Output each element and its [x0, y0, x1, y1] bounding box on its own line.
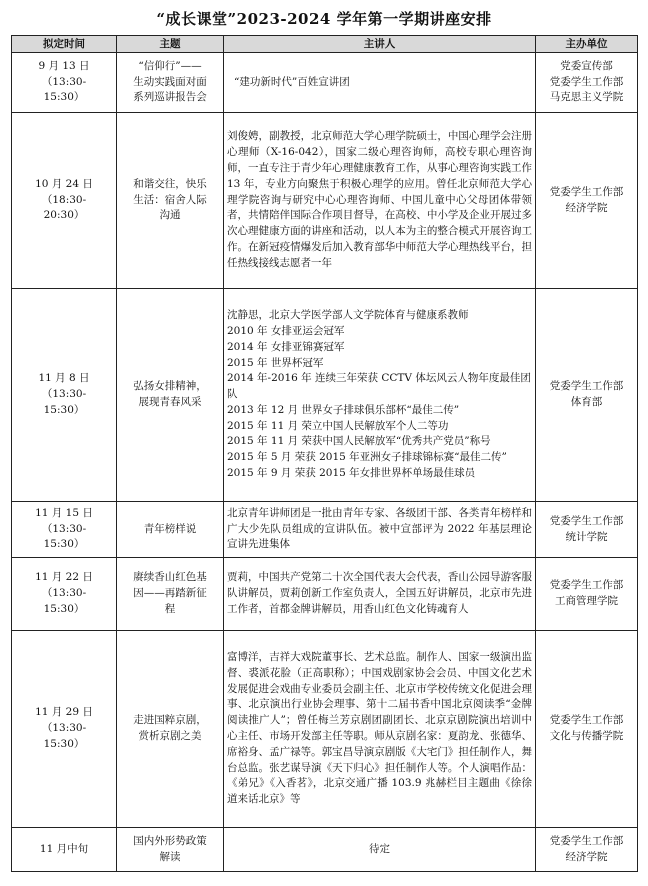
date-line: 11 月 29 日 — [35, 706, 93, 719]
page-title: “成长课堂”2023-2024 学年第一学期讲座安排 — [156, 10, 492, 28]
speaker-line: 2015 年 世界杯冠军 — [227, 356, 324, 369]
date-line: 11 月中旬 — [39, 842, 89, 855]
date-line: （13:30- — [41, 75, 87, 88]
date-line: 11 月 8 日 — [38, 372, 90, 385]
date-line: 20:30） — [43, 209, 85, 222]
topic-line: 生动实践面对面 — [133, 75, 207, 88]
header-host: 主办单位 — [536, 36, 638, 53]
host-line: 统计学院 — [565, 530, 608, 543]
speaker-cell — [224, 53, 536, 113]
header-speaker: 主讲人 — [224, 36, 536, 53]
topic-line: 走进国粹京剧， — [133, 714, 207, 727]
speaker-line: 2015 年 5 月 荣获 2015 年亚洲女子排球锦标赛“最佳二传” — [227, 451, 507, 464]
date-cell — [12, 558, 117, 631]
date-cell — [12, 289, 117, 502]
date-line: 15:30） — [43, 737, 85, 750]
table-row — [12, 631, 638, 828]
host-line: 工商管理学院 — [555, 595, 618, 607]
host-line: 经济学院 — [565, 850, 608, 863]
topic-line: 赓续香山红色基 — [133, 571, 207, 584]
header-topic: 主题 — [117, 36, 224, 53]
host-line: 经济学院 — [565, 201, 608, 214]
date-cell — [12, 53, 117, 113]
topic-line: 生活：宿舍人际 — [133, 193, 207, 206]
lecture-schedule-table — [11, 35, 638, 872]
host-cell — [536, 558, 638, 631]
speaker-line: 2015 年 9 月 荣获 2015 年女排世界杯单场最佳球员 — [227, 467, 476, 480]
host-line: 文化与传播学院 — [549, 730, 624, 742]
date-line: （18:30- — [41, 193, 87, 206]
date-line: （13:30- — [41, 388, 87, 401]
host-line: 党委学生工作部 — [549, 834, 624, 847]
topic-cell — [117, 631, 224, 828]
speaker-text: 富博洋，吉祥大戏院董事长、艺术总监。制作人、国家一级演出监督、裘派花脸（正高职称）；中国戏剧家协会会员、中国文化艺术发展促进会戏曲专业委员会副主任、北京市学校传统文化促进会理事、北京演出行业协会理事、第十二届书香中国北京阅读季“金牌阅读推广人”；曾任梅兰芳京剧团副团长、北京京剧院演出培训中心主任、市场开发部主任等职。师从京剧名家：夏韵龙、张德华、席裕身、孟广禄等。郭宝昌导演京剧版《大宅门》担任制作人，舞台总监。张艺谋导演《天下归心》担任制作人等。个人演唱作品：《弟兄》《入香茗》，北京交通广播 103.9 兆赫栏目主题曲《徐徐道来话北京》等 — [227, 651, 532, 806]
speaker-text: “建功新时代”百姓宣讲团 — [234, 75, 350, 88]
speaker-cell — [224, 631, 536, 828]
topic-line: 因——再踏新征 — [133, 587, 207, 600]
date-line: 11 月 15 日 — [35, 506, 93, 519]
host-cell — [536, 289, 638, 502]
speaker-text: 待定 — [369, 842, 390, 855]
speaker-text: 刘俊娉，副教授，北京师范大学心理学院硕士，中国心理学会注册心理师（X-16-042），国家二级心理咨询师，高校专职心理咨询师，一直专注于青少年心理健康教育工作，从事心理咨询实践工作 13 年，专业方向聚焦于积极心理学的应用。曾任北京师范大学心理学院咨询与研究中心心理咨询师、中国儿童中心父母团体带领者，共情陪伴国际合作项目督导，在高校、中小学及企业开展过多次心理健康方面的讲座和活动，以人本为主的整合模式开展咨询工作。在新冠疫情爆发后加入教育部华中师范大学心理热线平台，担任热线接线志愿者一年 — [227, 130, 532, 269]
host-line: 党委学生工作部 — [549, 514, 624, 527]
topic-line: 和谐交往，快乐 — [133, 177, 207, 190]
topic-line: 解读 — [159, 850, 181, 863]
speaker-cell — [224, 828, 536, 872]
topic-line: 国内外形势政策 — [133, 834, 207, 847]
speaker-line: 2010 年 女排亚运会冠军 — [227, 324, 345, 337]
date-line: （13:30- — [41, 522, 87, 535]
date-line: 15:30） — [43, 403, 85, 416]
date-cell — [12, 631, 117, 828]
topic-line: 沟通 — [159, 209, 181, 222]
host-cell — [536, 502, 638, 558]
date-line: 11 月 22 日 — [35, 571, 93, 584]
topic-line: 程 — [164, 602, 176, 615]
host-line: 体育部 — [570, 396, 603, 408]
speaker-line: 2014 年-2016 年 连续三年荣获 CCTV 体坛风云人物年度最佳团队 — [227, 372, 531, 401]
table-header-row — [12, 36, 638, 53]
speaker-line: 沈静思，北京大学医学部人文学院体育与健康系教师 — [227, 309, 469, 322]
speaker-line: 2015 年 11 月 荣获中国人民解放军“优秀共产党员”称号 — [227, 435, 491, 448]
topic-line: 青年榜样说 — [143, 522, 197, 535]
speaker-text: 贾莉，中国共产党第二十次全国代表大会代表，香山公园导游客服队讲解员，贾莉创新工作室负责人，全国五好讲解员，北京市先进工作者，首都金牌讲解员，用香山红色文化铸魂育人 — [227, 571, 532, 615]
topic-line: 赏析京剧之美 — [138, 730, 202, 742]
date-line: 15:30） — [43, 538, 85, 551]
host-line: 党委学生工作部 — [549, 714, 624, 727]
speaker-line: 2014 年 女排亚锦赛冠军 — [227, 340, 345, 353]
date-line: （13:30- — [41, 722, 87, 735]
host-cell — [536, 828, 638, 872]
speaker-cell — [224, 289, 536, 502]
table-row — [12, 113, 638, 289]
topic-line: “信仰行”—— — [138, 59, 202, 72]
date-cell — [12, 113, 117, 289]
host-line: 党委学生工作部 — [549, 380, 624, 393]
host-line: 马克思主义学院 — [549, 91, 624, 104]
speaker-cell — [224, 502, 536, 558]
date-cell — [12, 828, 117, 872]
speaker-cell — [224, 113, 536, 289]
date-line: 9 月 13 日 — [38, 59, 90, 72]
topic-cell — [117, 53, 224, 113]
table-row — [12, 502, 638, 558]
host-line: 党委学生工作部 — [549, 579, 624, 592]
host-line: 党委学生工作部 — [549, 75, 624, 88]
table-row — [12, 828, 638, 872]
topic-cell — [117, 828, 224, 872]
table-row — [12, 558, 638, 631]
host-cell — [536, 53, 638, 113]
topic-cell — [117, 558, 224, 631]
speaker-line: 2013 年 12 月 世界女子排球俱乐部杯“最佳二传” — [227, 403, 460, 416]
topic-cell — [117, 113, 224, 289]
date-cell — [12, 502, 117, 558]
topic-line: 系列巡讲报告会 — [133, 91, 207, 104]
speaker-text: 北京青年讲师团是一批由青年专家、各级团干部、各类青年榜样和广大少先队员组成的宣讲队伍。被中宣部评为 2022 年基层理论宣讲先进集体 — [227, 506, 532, 551]
speaker-cell — [224, 558, 536, 631]
date-line: 15:30） — [43, 602, 85, 615]
date-line: 10 月 24 日 — [35, 177, 93, 190]
topic-cell — [117, 502, 224, 558]
host-line: 党委宣传部 — [560, 59, 613, 72]
table-row — [12, 289, 638, 502]
host-cell — [536, 631, 638, 828]
topic-line: 展现青春风采 — [138, 396, 202, 408]
date-line: 15:30） — [43, 91, 85, 104]
topic-cell — [117, 289, 224, 502]
header-date: 拟定时间 — [12, 36, 117, 53]
speaker-line: 2015 年 11 月 荣立中国人民解放军个人二等功 — [227, 419, 449, 432]
topic-line: 弘扬女排精神， — [133, 380, 207, 393]
host-line: 党委学生工作部 — [549, 185, 624, 198]
table-row — [12, 53, 638, 113]
date-line: （13:30- — [41, 587, 87, 600]
host-cell — [536, 113, 638, 289]
